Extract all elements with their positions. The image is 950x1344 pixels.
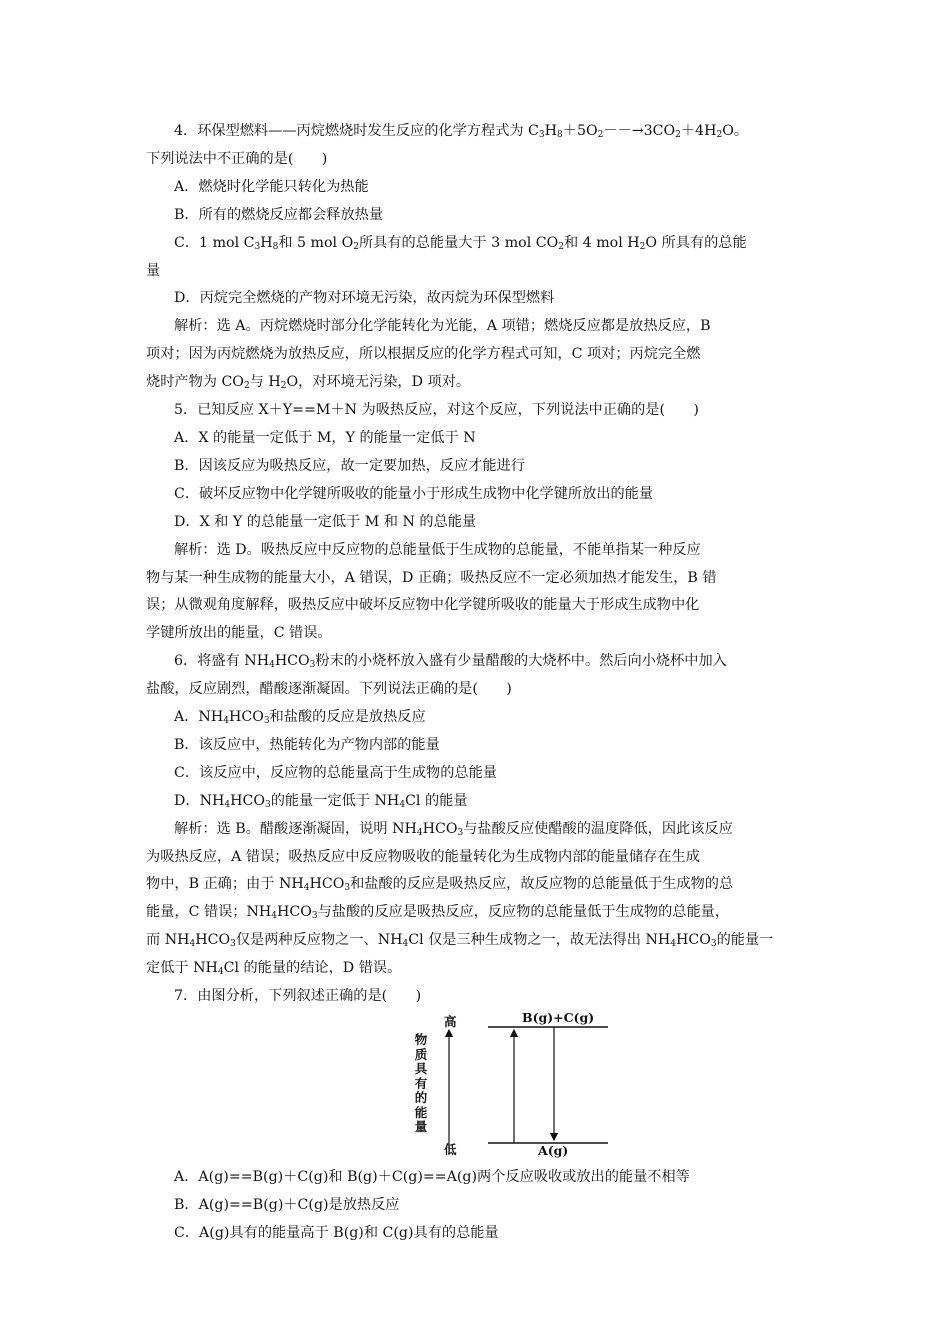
q5-stem: 5．已知反应 X＋Y==M＋N 为吸热反应，对这个反应，下列说法中正确的是( ) — [174, 402, 699, 419]
energy-level-diagram — [414, 1010, 654, 1160]
q6-option-b: B．该反应中，热能转化为产物内部的能量 — [174, 736, 440, 753]
q6-answer-line4: 能量，C 错误；$NH_4HCO_3$与盐酸的反应是吸热反应，反应物的总能量低于生成物的总能量， — [146, 904, 730, 922]
q7-option-a: A．A(g)==B(g)＋C(g)和 B(g)＋C(g)==A(g)两个反应吸收或放出的能量不相等 — [174, 1169, 690, 1185]
bottom-level-label: A(g) — [538, 1143, 569, 1158]
q4-answer-line1: 解析：选 A。丙烷燃烧时部分化学能转化为光能，A 项错；燃烧反应都是放热反应，B — [174, 318, 711, 335]
q4-option-c-cont: 量 — [146, 262, 161, 279]
q6-answer-line6: 定低于 $NH_4Cl$ 的能量的结论，D 错误。 — [146, 960, 402, 978]
q4-answer-line2: 项对；因为丙烷燃烧为放热反应，所以根据反应的化学方程式可知，C 项对；丙烷完全燃 — [146, 346, 701, 363]
q6-option-c: C．该反应中，反应物的总能量高于生成物的总能量 — [174, 764, 497, 781]
q6-option-d: D．$NH_4HCO_3$的能量一定低于 $NH_4Cl$ 的能量 — [174, 792, 468, 810]
q6-stem-line2: 盐酸，反应剧烈，醋酸逐渐凝固。下列说法正确的是( ) — [146, 681, 512, 698]
q6-stem-line1: 6．将盛有 $NH_4HCO_3$粉末的小烧杯放入盛有少量醋酸的大烧杯中。然后向小烧杯中加入 — [174, 653, 727, 671]
q5-answer-line4: 学键所放出的能量，C 错误。 — [146, 625, 332, 642]
high-label: 高 — [444, 1014, 457, 1029]
q5-option-a: A．X 的能量一定低于 M，Y 的能量一定低于 N — [174, 429, 476, 446]
y-axis-label: 物质具有的能量 — [414, 1032, 428, 1134]
q6-answer-line1: 解析：选 B。醋酸逐渐凝固，说明 $NH_4HCO_3$与盐酸反应使醋酸的温度降低，因此该反应 — [174, 820, 733, 838]
q4-option-a: A．燃烧时化学能只转化为热能 — [174, 178, 369, 195]
q4-option-c: C．1 mol $C_3H_8$和 5 mol $O_2$所具有的总能量大于 3 mol $CO_2$和 4 mol $H_2O$ 所具有的总能 — [174, 234, 747, 252]
q4-option-b: B．所有的燃烧反应都会释放热量 — [174, 206, 384, 223]
q4-option-d: D．丙烷完全燃烧的产物对环境无污染，故丙烷为环保型燃料 — [174, 290, 555, 307]
q6-answer-line3: 物中，B 正确；由于 $NH_4HCO_3$和盐酸的反应是吸热反应，故反应物的总能量低于生成物的总 — [146, 876, 734, 894]
energy-diagram-graphic — [414, 1015, 654, 1160]
q6-answer-line2: 为吸热反应，A 错误；吸热反应中反应物吸收的能量转化为生成物内部的能量储存在生成 — [146, 848, 700, 865]
q5-answer-line2: 物与某一种生成物的能量大小，A 错误，D 正确；吸热反应不一定必须加热才能发生，B 错 — [146, 569, 717, 586]
q6-option-a: A．$NH_4HCO_3$和盐酸的反应是放热反应 — [174, 709, 426, 727]
q5-option-c: C．破坏反应物中化学键所吸收的能量小于形成生成物中化学键所放出的能量 — [174, 485, 654, 502]
question-page — [146, 118, 806, 1248]
q7-option-c: C．A(g)具有的能量高于 B(g)和 C(g)具有的总能量 — [174, 1224, 499, 1241]
q7-option-b: B．A(g)==B(g)＋C(g)是放热反应 — [174, 1196, 400, 1213]
q4-answer-line3: 烧时产物为 $CO_2$与 $H_2O$，对环境无污染，D 项对。 — [146, 374, 471, 392]
q5-answer-line1: 解析：选 D。吸热反应中反应物的总能量低于生成物的总能量，不能单指某一种反应 — [174, 541, 701, 558]
q7-stem: 7．由图分析，下列叙述正确的是( ) — [174, 988, 422, 1005]
low-label: 低 — [444, 1142, 457, 1157]
q5-answer-line3: 误；从微观角度解释，吸热反应中破坏反应物中化学键所吸收的能量大于形成生成物中化 — [146, 597, 700, 614]
q5-option-b: B．因该反应为吸热反应，故一定要加热，反应才能进行 — [174, 457, 525, 474]
q4-stem-line2: 下列说法中不正确的是( ) — [146, 150, 328, 167]
q6-answer-line5: 而 $NH_4HCO_3$仅是两种反应物之一、$NH_4Cl$ 仅是三种生成物之一，故无法得出 $NH_4HCO_3$的能量一 — [146, 932, 774, 950]
q4-stem-line1: 4．环保型燃料——丙烷燃烧时发生反应的化学方程式为 $C_3H_8+5O_2--\to 3CO_2+4H_2O$。 — [174, 123, 749, 140]
top-level-label: B(g)+C(g) — [522, 1010, 595, 1025]
q5-option-d: D．X 和 Y 的总能量一定低于 M 和 N 的总能量 — [174, 513, 477, 530]
